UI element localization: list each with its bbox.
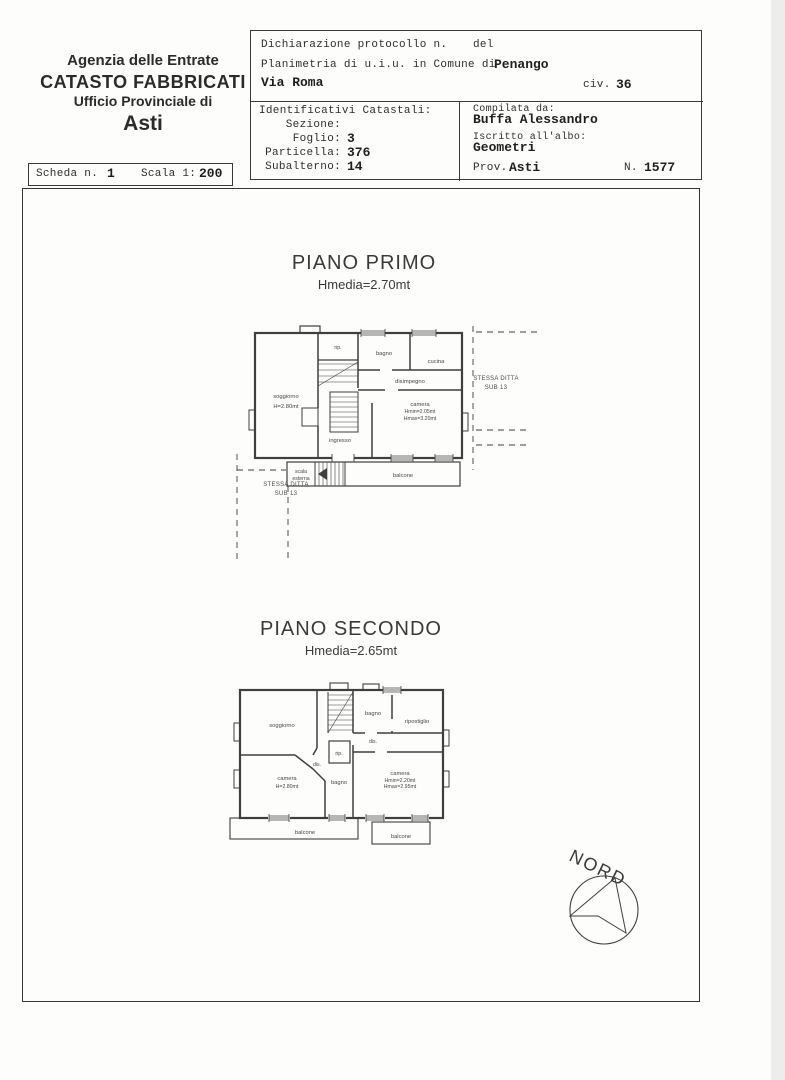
floor1-neighbor-right-line2: SUB 13 bbox=[484, 385, 508, 391]
floor1-balcony-block bbox=[287, 462, 460, 486]
floor1-neighbor-right-line1: STESSA DITTA bbox=[473, 376, 519, 382]
floor2-soggiorno-right-wall bbox=[313, 690, 317, 755]
floor2-room-soggiorno: soggiorno bbox=[269, 723, 295, 729]
floor1-room-rip: rip. bbox=[334, 345, 342, 351]
floor1-camera-hmin: Hmin=2.05mt bbox=[404, 409, 436, 415]
prov-value: Asti bbox=[509, 160, 541, 175]
floor1-room-scala-esterna: esterna bbox=[292, 476, 310, 482]
floor1-room-bagno: bagno bbox=[375, 351, 393, 357]
floor2-room-bagno-top: bagno bbox=[364, 711, 382, 717]
subalterno-value: 14 bbox=[347, 159, 363, 174]
office-line: Ufficio Provinciale di bbox=[73, 93, 213, 110]
floor1-door-balcone bbox=[391, 454, 413, 462]
floor2-room-balcone-left: balcone bbox=[294, 830, 316, 836]
floor1-stairs-treads bbox=[330, 397, 358, 427]
floor2-title: PIANO SECONDO bbox=[260, 618, 442, 640]
albo-value: Geometri bbox=[473, 140, 536, 155]
floor1-neighbor-bottom-line1: STESSA DITTA bbox=[263, 482, 309, 488]
floor1-boundary-bottom-left bbox=[237, 454, 288, 560]
floor1-room-cucina: cucina bbox=[427, 359, 445, 365]
albo-label: Iscritto all'albo: bbox=[473, 132, 587, 143]
floor1-title: PIANO PRIMO bbox=[291, 252, 437, 274]
planimetria-label: Planimetria di u.i.u. in Comune di bbox=[261, 59, 496, 71]
scala-value: 200 bbox=[199, 166, 223, 181]
floor2-room-ripostiglio: ripostiglio bbox=[404, 719, 430, 725]
floor2-stairs-diagonal bbox=[328, 692, 353, 733]
del-label: del bbox=[473, 39, 494, 51]
scan-edge-shadow bbox=[771, 0, 785, 1080]
declaration-form bbox=[250, 30, 702, 180]
civ-label: civ. bbox=[583, 79, 611, 91]
floor1-room-disimpegno: disimpegno bbox=[395, 379, 425, 385]
floor1-room-soggiorno: soggiorno bbox=[273, 394, 299, 400]
floor2-subtitle: Hmedia=2.65mt bbox=[304, 643, 398, 658]
num-value: 1577 bbox=[644, 160, 676, 175]
floor2-room-camera-left: camera bbox=[277, 776, 297, 782]
floor2-plan bbox=[225, 675, 470, 865]
floor1-stairs-diagonal bbox=[318, 362, 358, 386]
floor2-room-dis-mid: dis. bbox=[312, 762, 322, 768]
floor1-soggiorno-height: H=2.80mt bbox=[273, 404, 299, 410]
foglio-value: 3 bbox=[347, 131, 355, 146]
province-city: Asti bbox=[123, 111, 163, 135]
floor1-window-cucina bbox=[412, 329, 436, 337]
floor2-window-top bbox=[383, 686, 401, 694]
floor2-camera-right-hmax: Hmax=2.95mt bbox=[383, 784, 417, 790]
prov-label: Prov. bbox=[473, 162, 508, 174]
floor1-subtitle: Hmedia=2.70mt bbox=[317, 277, 411, 292]
floor2-room-balcone-right: balcone bbox=[390, 834, 412, 840]
floor2-room-rip: rip. bbox=[335, 751, 343, 757]
floor1-stair-landing bbox=[302, 408, 318, 426]
north-compass bbox=[552, 830, 667, 955]
floor1-room-camera: camera bbox=[410, 402, 430, 408]
identificativi-title: Identificativi Catastali: bbox=[259, 105, 432, 117]
civ-value: 36 bbox=[616, 77, 632, 92]
scheda-box bbox=[28, 163, 233, 186]
floor2-door-bagno-bottom bbox=[328, 814, 346, 822]
comune-value: Penango bbox=[494, 57, 549, 72]
floor2-camera-right-hmin: Hmin=2.20mt bbox=[384, 778, 416, 784]
compass-nord-label: NORD bbox=[566, 845, 630, 891]
agency-name: Agenzia delle Entrate bbox=[67, 52, 219, 69]
identificativi-section bbox=[251, 101, 459, 181]
floor1-neighbor-bottom-line2: SUB 13 bbox=[274, 491, 298, 497]
particella-label: Particella: bbox=[265, 147, 341, 159]
floor2-room-camera-right: camera bbox=[390, 771, 410, 777]
floor2-camera-left-height: H=2.80mt bbox=[275, 784, 299, 790]
floor1-window-bagno bbox=[361, 329, 385, 337]
scala-label: Scala 1: bbox=[141, 168, 197, 180]
street-value: Via Roma bbox=[261, 75, 324, 90]
protocollo-label: Dichiarazione protocollo n. bbox=[261, 39, 448, 51]
floor1-plan bbox=[230, 318, 575, 568]
floor1-camera-hmax: Hmax=3.20mt bbox=[403, 416, 437, 422]
subalterno-label: Subalterno: bbox=[265, 161, 341, 173]
compilata-section bbox=[459, 101, 703, 181]
sezione-label: Sezione: bbox=[285, 119, 341, 131]
floor2-room-dis-right: dis. bbox=[368, 739, 378, 745]
floor1-room-scala: scala bbox=[294, 469, 308, 475]
foglio-label: Foglio: bbox=[292, 133, 341, 145]
floor2-door-balcone-right bbox=[365, 814, 385, 822]
compilata-label: Compilata da: bbox=[473, 104, 555, 115]
particella-value: 376 bbox=[347, 145, 371, 160]
num-label: N. bbox=[624, 162, 638, 174]
catasto-title: CATASTO FABBRICATI bbox=[40, 71, 246, 92]
floor1-stairs-arrow bbox=[318, 468, 327, 480]
floor1-room-balcone: balcone bbox=[392, 473, 414, 479]
floor2-room-bagno-bottom: bagno bbox=[330, 780, 348, 786]
floor2-balcony-right bbox=[372, 822, 430, 844]
floor2-window-bottom bbox=[411, 814, 429, 822]
floor1-upper-stairs-treads bbox=[318, 364, 358, 382]
agency-header bbox=[38, 52, 248, 137]
floor1-room-ingresso: ingresso bbox=[329, 438, 351, 444]
floor2-door-balcone-left bbox=[268, 814, 290, 822]
scheda-number: 1 bbox=[107, 166, 115, 181]
floor1-window-bottom bbox=[435, 454, 453, 462]
compass-circle bbox=[570, 876, 638, 944]
scheda-label: Scheda n. bbox=[36, 168, 99, 180]
floor1-door-ingresso bbox=[332, 454, 354, 462]
compilata-name: Buffa Alessandro bbox=[473, 112, 598, 127]
